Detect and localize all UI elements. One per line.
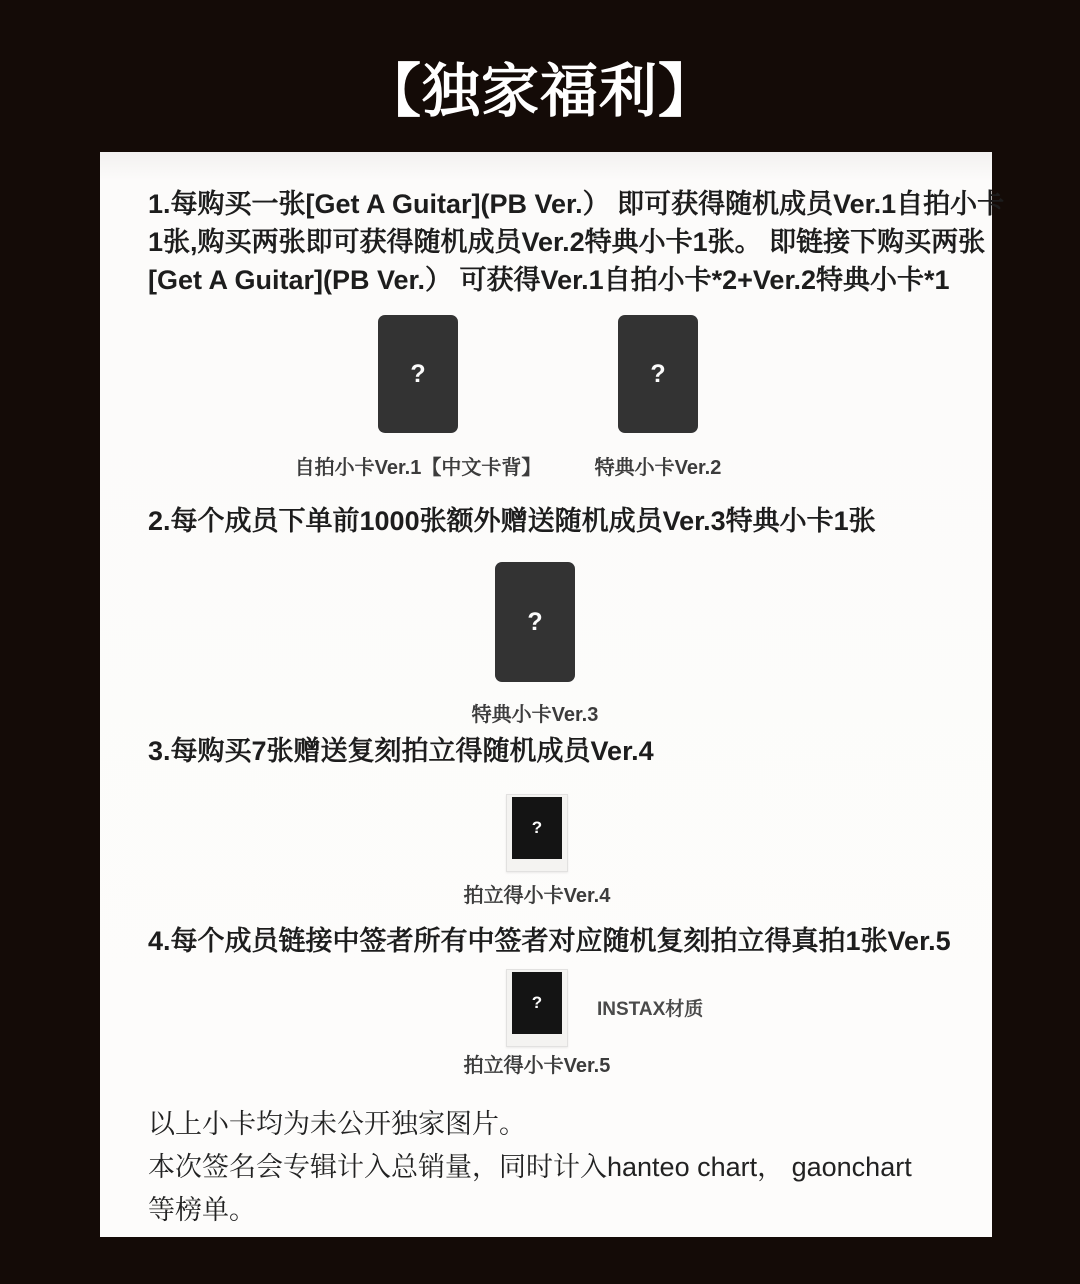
benefit-2-text: [148, 502, 960, 540]
card-ver3-caption: 特典小卡Ver.3: [471, 704, 599, 726]
card-ver1-caption: 自拍小卡Ver.1【中文卡背】: [294, 457, 542, 479]
question-mark-icon: ?: [650, 359, 666, 388]
footer-note-2: 本次签名会专辑计入总销量，同时计入hanteo chart， gaonchart: [148, 1152, 912, 1182]
benefit-4-text: [148, 922, 960, 960]
benefit-1-line-1: 1.每购买一张[Get A Guitar](PB Ver.） 即可获得随机成员Ver.1自拍小卡: [148, 189, 1005, 219]
polaroid-photo-area: [512, 797, 562, 859]
card-ver3-placeholder-image: [495, 562, 575, 682]
question-mark-icon: ?: [410, 359, 426, 388]
polaroid-ver5-placeholder-image: [506, 969, 568, 1047]
benefit-1-line-3: [Get A Guitar](PB Ver.） 可获得Ver.1自拍小卡*2+Ver.2特典小卡*1: [148, 265, 950, 295]
card-ver1-placeholder-image: [378, 315, 458, 433]
benefit-2-line-1: 2.每个成员下单前1000张额外赠送随机成员Ver.3特典小卡1张: [148, 506, 876, 536]
instax-material-note: INSTAX材质: [597, 999, 704, 1020]
card-ver2-caption: 特典小卡Ver.2: [594, 457, 722, 479]
card-ver4-caption: 拍立得小卡Ver.4: [463, 885, 611, 907]
benefits-panel: [100, 152, 1005, 1237]
benefit-1-line-2: 1张,购买两张即可获得随机成员Ver.2特典小卡1张。 即链接下购买两张: [148, 227, 986, 257]
question-mark-icon: ?: [531, 818, 543, 837]
polaroid-ver4-placeholder-image: [506, 794, 568, 872]
footer-note-3: 等榜单。: [148, 1195, 256, 1225]
footer-note-1: 以上小卡均为未公开独家图片。: [148, 1109, 526, 1139]
page-title: 【独家福利】: [362, 59, 717, 124]
card-ver5-caption: 拍立得小卡Ver.5: [463, 1055, 611, 1077]
card-ver2-placeholder-image: [618, 315, 698, 433]
question-mark-icon: ?: [527, 607, 543, 636]
benefit-3-line-1: 3.每购买7张赠送复刻拍立得随机成员Ver.4: [148, 736, 654, 766]
question-mark-icon: ?: [531, 993, 543, 1012]
polaroid-photo-area: [512, 972, 562, 1034]
benefit-1-text: [148, 185, 1005, 299]
benefit-3-text: [148, 732, 960, 770]
benefit-4-line-1: 4.每个成员链接中签者所有中签者对应随机复刻拍立得真拍1张Ver.5: [148, 926, 951, 956]
